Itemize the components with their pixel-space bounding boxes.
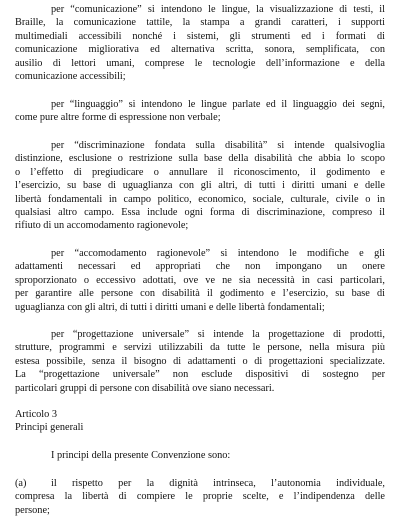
text-line: multimediali accessibili nonché i sistemi, gli strumenti ed i formati di [15,30,385,42]
definition-linguaggio [15,98,385,125]
text-line: per “comunicazione” si intendono le lingue, la visualizzazione di testi, il [51,4,385,15]
text-line: libertà fondamentali in campo politico, economico, sociale, culturale, civile o in [15,193,385,205]
definition-discriminazione [15,139,385,233]
text-line: per “accomodamento ragionevole” si intendono le modifiche e gli [51,248,385,259]
text-line: Braille, la comunicazione tattile, la stampa a grandi caratteri, i supporti [15,17,385,29]
text-line: comunicazione migliorativa ed alternativa scritta, sonora, semplificata, con [15,44,385,56]
definition-comunicazione [15,3,385,83]
principle-item-a [15,477,385,517]
text-line: particolari gruppi di persone con disabilità ove siano necessari. [15,382,275,394]
text-line: compresa la libertà di compiere le proprie scelte, e l’indipendenza delle [15,491,385,503]
text-line: per garantire alle persone con disabilità il godimento e l’esercizio, su base di [15,288,385,300]
text-line [15,477,385,490]
text-line: per “discriminazione fondata sulla disabilità” si intende qualsivoglia [51,140,385,151]
text-line: per “linguaggio” si intendono le lingue parlate ed il linguaggio dei segni, [51,99,385,110]
text-line: distinzione, esclusione o restrizione sulla base della disabilità che abbia lo scopo [15,153,385,165]
text-line: rifiuto di un accomodamento ragionevole; [15,220,189,232]
text-line: come pure altre forme di espressione non verbale; [15,112,221,124]
text-line: l’esercizio, su base di uguaglianza con gli altri, di tutti i diritti umani e delle [15,180,385,192]
item-label: (a) [15,478,27,489]
article-number: Articolo 3 [15,409,58,420]
text-line: La “progettazione universale” non esclude dispositivi di sostegno per [15,369,385,381]
text-line: comunicazione accessibili; [15,71,126,83]
text-line: ausilio di lettori umani, comprese le tecnologie dell’informazione e della [15,57,385,69]
text-line: uguaglianza con gli altri, di tutti i diritti umani e delle libertà fondamentali; [15,301,325,313]
article-title: Principi generali [15,422,84,433]
text-line: o l’effetto di pregiudicare o annullare il riconoscimento, il godimento e [15,166,385,178]
text-line: adattamenti necessari ed appropriati che non impongano un onere [15,261,385,273]
text-line: estesa possibile, senza il bisogno di adattamenti o di progettazioni specializzate. [15,355,385,367]
text-line: per “progettazione universale” si intende la progettazione di prodotti, [51,329,385,340]
text-line: qualsiasi altro campo. Essa include ogni forma di discriminazione, compreso il [15,207,385,219]
text-line: I principi della presente Convenzione sono: [51,450,231,461]
item-text: il rispetto per la dignità intrinseca, l’autonomia individuale, [51,478,385,489]
definition-progettazione-universale [15,328,385,395]
principles-intro [15,449,385,462]
text-line: strutture, programmi e servizi utilizzabili da tutte le persone, nella misura più [15,342,385,354]
definition-accomodamento [15,247,385,314]
text-line: persone; [15,504,50,516]
text-line: sproporzionato o eccessivo adottati, ove ve ne sia necessità in casi particolari, [15,274,385,286]
